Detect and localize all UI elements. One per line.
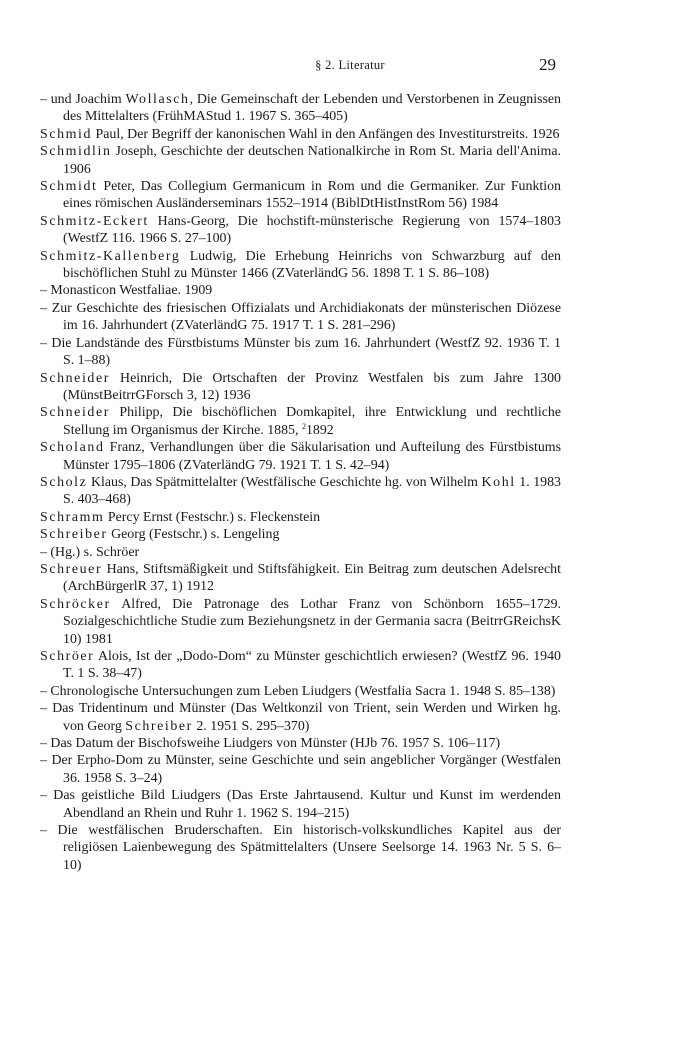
- bibliography-entry: [40, 439, 561, 474]
- entry-text: Chronologische Untersuchungen zum Leben Liudgers (Westfalia Sacra 1. 1948 S. 85–138): [50, 683, 556, 699]
- entry-author: Schreiber: [40, 527, 108, 543]
- entry-author: Schmitz-Kallenberg: [40, 248, 181, 264]
- entry-text: , Die Gemeinschaft der Lebenden und Verstorbenen in Zeugnissen des Mittelalters (FrühMAStud 1. 1967 S. 365–405): [63, 92, 561, 125]
- entry-text: Monasticon Westfaliae. 1909: [50, 283, 213, 299]
- bibliography-entry: [40, 404, 561, 439]
- entry-author: Schneider: [40, 370, 110, 386]
- bibliography-entry: [40, 335, 561, 370]
- bibliography-entry: [40, 683, 561, 700]
- entry-editor: Schreiber: [125, 718, 193, 734]
- bibliography-entry: [40, 526, 561, 543]
- bibliography-entry: [40, 648, 561, 683]
- entry-text: Joseph, Geschichte der deutschen Nationalkirche in Rom St. Maria dell'Anima. 1906: [63, 144, 561, 177]
- bibliography-entry: [40, 300, 561, 335]
- edition-superscript: 2: [301, 421, 306, 431]
- entry-text: Das Datum der Bischofsweihe Liudgers von Münster (HJb 76. 1957 S. 106–117): [50, 736, 501, 752]
- bibliography-entry: [40, 282, 561, 299]
- entry-text: Alfred, Die Patronage des Lothar Franz von Schönborn 1655–1729. Sozialgeschichtliche Studie zum Beziehungsnetz in der Germania sacra (BeitrrGReichsK 10) 1981: [63, 596, 561, 647]
- entry-author: Schneider: [40, 405, 110, 421]
- entry-prefix: –: [40, 701, 53, 717]
- entry-text-tail: 1892: [305, 422, 334, 438]
- entry-prefix: –: [40, 683, 51, 699]
- entry-author: Schmidlin: [40, 144, 112, 160]
- entry-text: Der Erpho-Dom zu Münster, seine Geschichte und sein angeblicher Vorgänger (Westfalen 36. 1958 S. 3–24): [51, 753, 561, 786]
- entry-text: Das geistliche Bild Liudgers (Das Erste Jahrtausend. Kultur und Kunst im werdenden Abendland an Rhein und Ruhr 1. 1962 S. 194–215): [53, 788, 561, 821]
- bibliography-entry: [40, 822, 561, 874]
- bibliography-list: [40, 91, 561, 874]
- bibliography-entry: [40, 178, 561, 213]
- entry-author: Schmitz-Eckert: [40, 213, 149, 229]
- entry-author: Schmidt: [40, 179, 98, 195]
- entry-text-tail: 1. 1983 S. 403–468): [63, 474, 561, 508]
- entry-prefix: –: [40, 736, 51, 752]
- entry-prefix: –: [40, 788, 54, 804]
- entry-text: Zur Geschichte des friesischen Offizialats und Archidiakonats der münsterischen Diözese im 16. Jahrhundert (ZVaterländG 75. 1917 T. 1 S. 281–296): [51, 300, 562, 334]
- entry-author: Schröcker: [40, 596, 111, 612]
- entry-text: Franz, Verhandlungen über die Säkularisation und Aufteilung des Fürstbistums Münster 1795–1806 (ZVaterländG 79. 1921 T. 1 S. 42–94): [63, 440, 561, 473]
- entry-text: Ludwig, Die Erhebung Heinrichs von Schwarzburg auf den bischöflichen Stuhl zu Münster 1466 (ZVaterländG 56. 1898 T. 1 S. 86–108): [63, 248, 561, 282]
- entry-prefix: –: [40, 823, 58, 839]
- bibliography-entry: [40, 561, 561, 596]
- entry-text: Hans, Stiftsmäßigkeit und Stiftsfähigkeit. Ein Beitrag zum deutschen Adelsrecht (ArchBürgerlR 37, 1) 1912: [63, 561, 561, 595]
- entry-text: Die Landstände des Fürstbistums Münster bis zum 16. Jahrhundert (WestfZ 92. 1936 T. 1 S. 1–88): [51, 335, 561, 369]
- bibliography-entry: [40, 752, 561, 787]
- entry-text: Heinrich, Die Ortschaften der Provinz Westfalen bis zum Jahre 1300 (MünstBeitrrGForsch 3, 12) 1936: [63, 370, 561, 403]
- entry-author: Scholand: [40, 440, 105, 456]
- entry-prefix: –: [40, 300, 52, 316]
- entry-text: Klaus, Das Spätmittelalter (Westfälische Geschichte hg. von Wilhelm: [87, 474, 482, 490]
- bibliography-entry: [40, 700, 561, 735]
- bibliography-entry: [40, 596, 561, 648]
- entry-text: Hans-Georg, Die hochstift-münsterische Regierung von 1574–1803 (WestfZ 116. 1966 S. 27–100): [63, 213, 561, 247]
- bibliography-entry: [40, 474, 561, 509]
- bibliography-entry: [40, 126, 561, 143]
- entry-text: Alois, Ist der „Dodo-Dom“ zu Münster geschichtlich erwiesen? (WestfZ 96. 1940 T. 1 S. 38–47): [63, 649, 561, 682]
- entry-author: Schramm: [40, 509, 105, 525]
- entry-author: Wollasch: [125, 92, 190, 107]
- entry-text: Das Tridentinum und Münster (Das Weltkonzil von Trient, sein Werden und Wirken hg. von Georg: [52, 701, 561, 734]
- entry-text: Paul, Der Begriff der kanonischen Wahl in den Anfängen des Investiturstreits. 1926: [92, 126, 560, 142]
- entry-author: Schmid: [40, 126, 93, 142]
- entry-prefix: – und Joachim: [40, 92, 126, 107]
- entry-prefix: –: [40, 753, 52, 769]
- entry-text: Philipp, Die bischöflichen Domkapitel, ihre Entwicklung und rechtliche Stellung im Organismus der Kirche. 1885,: [63, 405, 561, 438]
- bibliography-entry: [40, 509, 561, 526]
- bibliography-entry: [40, 370, 561, 405]
- entry-text: Percy Ernst (Festschr.) s. Fleckenstein: [104, 509, 321, 525]
- entry-author: Scholz: [40, 474, 88, 490]
- entry-text: (Hg.) s. Schröer: [50, 544, 140, 560]
- bibliography-entry: [40, 143, 561, 178]
- bibliography-entry: [40, 248, 561, 283]
- page-header: [0, 55, 700, 77]
- entry-text: Georg (Festschr.) s. Lengeling: [107, 527, 280, 543]
- bibliography-entry: [40, 213, 561, 248]
- entry-author: Schreuer: [40, 561, 103, 577]
- running-head: § 2. Literatur: [315, 58, 385, 72]
- bibliography-entry: [40, 91, 561, 126]
- bibliography-entry: [40, 735, 561, 752]
- page-number: 29: [539, 55, 556, 74]
- entry-editor: Kohl: [481, 474, 516, 490]
- entry-text: Peter, Das Collegium Germanicum in Rom und die Germaniker. Zur Funktion eines römischen Ausländerseminars 1552–1914 (BiblDtHistInstRom 56) 1984: [63, 179, 561, 212]
- bibliography-entry: [40, 544, 561, 561]
- entry-text-tail: 2. 1951 S. 295–370): [192, 718, 310, 734]
- entry-prefix: –: [40, 283, 51, 299]
- entry-text: Die westfälischen Bruderschaften. Ein historisch-volkskundliches Kapitel aus der religiösen Laienbewegung des Spätmittelalters (Unsere Seelsorge 14. 1963 Nr. 5 S. 6–10): [57, 823, 562, 873]
- entry-prefix: –: [40, 544, 51, 560]
- entry-prefix: –: [40, 335, 52, 351]
- bibliography-entry: [40, 787, 561, 822]
- entry-author: Schröer: [40, 649, 95, 664]
